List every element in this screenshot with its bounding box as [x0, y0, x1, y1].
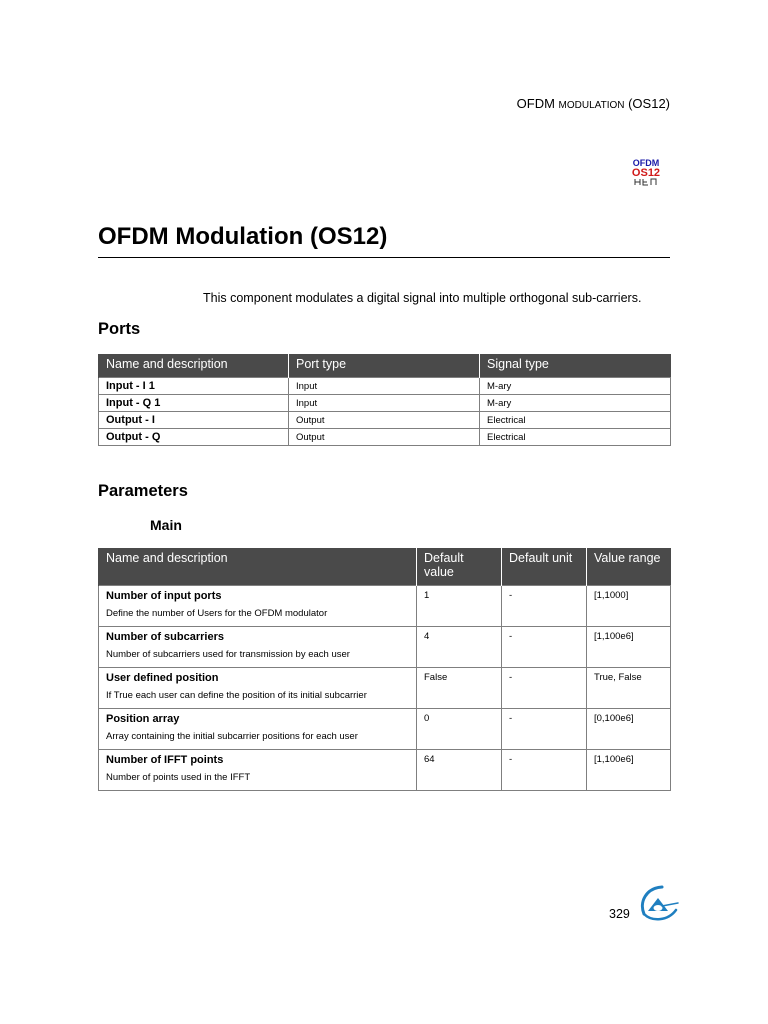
- icon-line1: OFDM: [632, 158, 660, 168]
- parameter-cell: [99, 668, 417, 709]
- running-header: OFDM MODULATION (OS12): [516, 96, 670, 111]
- parameter-cell: [99, 750, 417, 791]
- table-row: [99, 668, 671, 709]
- port-name: Input - I 1: [99, 378, 289, 395]
- main-subheading: Main: [150, 517, 182, 533]
- parameter-cell: [99, 586, 417, 627]
- value-range: True, False: [587, 668, 671, 709]
- port-type: Output: [289, 429, 480, 446]
- default-value: 1: [417, 586, 502, 627]
- signal-type: Electrical: [480, 429, 671, 446]
- default-value: 64: [417, 750, 502, 791]
- port-name: Output - Q: [99, 429, 289, 446]
- column-header: Default value: [417, 548, 502, 586]
- parameter-name: Position array: [106, 713, 180, 725]
- parameter-name: Number of subcarriers: [106, 631, 224, 643]
- default-unit: -: [502, 750, 587, 791]
- signal-type: M-ary: [480, 378, 671, 395]
- signal-type: Electrical: [480, 412, 671, 429]
- parameter-description: If True each user can define the position of its initial subcarrier: [106, 690, 367, 701]
- table-row: [99, 429, 671, 446]
- parameter-name: Number of input ports: [106, 590, 222, 602]
- parameters-header-row: [99, 548, 671, 586]
- signal-type: M-ary: [480, 395, 671, 412]
- parameters-heading: Parameters: [98, 482, 188, 500]
- table-row: [99, 395, 671, 412]
- port-type: Output: [289, 412, 480, 429]
- default-value: 0: [417, 709, 502, 750]
- parameter-description: Number of points used in the IFFT: [106, 772, 251, 783]
- value-range: [1,100e6]: [587, 750, 671, 791]
- column-header: Name and description: [99, 354, 289, 378]
- value-range: [0,100e6]: [587, 709, 671, 750]
- parameter-name: User defined position: [106, 672, 219, 684]
- page-title: OFDM Modulation (OS12): [98, 223, 388, 250]
- default-unit: -: [502, 709, 587, 750]
- parameter-description: Array containing the initial subcarrier positions for each user: [106, 731, 358, 742]
- column-header: Signal type: [480, 354, 671, 378]
- default-unit: -: [502, 668, 587, 709]
- port-type: Input: [289, 378, 480, 395]
- page-number: 329: [609, 907, 630, 921]
- ports-table: [98, 354, 671, 446]
- default-unit: -: [502, 586, 587, 627]
- column-header: Port type: [289, 354, 480, 378]
- parameter-description: Define the number of Users for the OFDM modulator: [106, 608, 328, 619]
- table-row: [99, 586, 671, 627]
- port-name: Output - I: [99, 412, 289, 429]
- running-header-smallcaps: MODULATION: [558, 100, 625, 111]
- table-row: [99, 412, 671, 429]
- table-row: [99, 750, 671, 791]
- port-name: Input - Q 1: [99, 395, 289, 412]
- default-unit: -: [502, 627, 587, 668]
- default-value: 4: [417, 627, 502, 668]
- parameter-name: Number of IFFT points: [106, 754, 224, 766]
- table-row: [99, 627, 671, 668]
- company-logo-icon: [636, 884, 680, 924]
- title-divider: [98, 257, 670, 258]
- ports-header-row: [99, 354, 671, 378]
- intro-text: This component modulates a digital signal into multiple orthogonal sub-carriers.: [203, 291, 642, 305]
- parameter-cell: [99, 627, 417, 668]
- value-range: [1,100e6]: [587, 627, 671, 668]
- parameter-description: Number of subcarriers used for transmission by each user: [106, 649, 350, 660]
- parameter-cell: [99, 709, 417, 750]
- column-header: Name and description: [99, 548, 417, 586]
- ports-heading: Ports: [98, 320, 141, 338]
- icon-line2: OS12: [631, 167, 661, 179]
- table-row: [99, 709, 671, 750]
- value-range: [1,1000]: [587, 586, 671, 627]
- column-header: Default unit: [502, 548, 587, 586]
- column-header: Value range: [587, 548, 671, 586]
- ofdm-os12-component-icon: [629, 157, 663, 187]
- table-row: [99, 378, 671, 395]
- port-type: Input: [289, 395, 480, 412]
- default-value: False: [417, 668, 502, 709]
- parameters-table: [98, 548, 671, 791]
